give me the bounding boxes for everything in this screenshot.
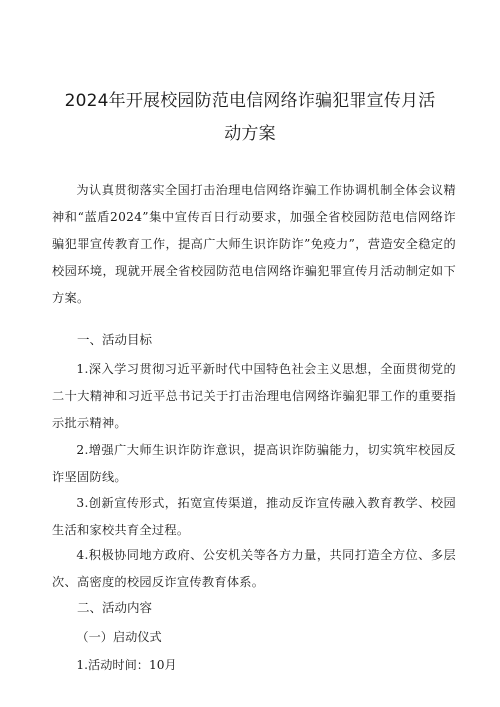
section-2-heading: 二、活动内容 [77, 600, 153, 615]
section-1-item-3: 3.创新宣传形式，拓宽宣传渠道，推动反诈宣传融入教育教学、校园生活和家校共育全过程。 [52, 496, 456, 537]
document-title-line-2: 动方案 [224, 124, 276, 144]
section-1-item-2: 2.增强广大师生识诈防诈意识，提高识诈防骗能力，切实筑牢校园反诈坚固防线。 [52, 443, 456, 484]
section-2-subheading: （一）启动仪式 [76, 630, 162, 644]
intro-paragraph: 为认真贯彻落实全国打击治理电信网络诈骗工作协调机制全体会议精神和“蓝盾2024”集中宣传百日行动要求，加强全省校园防范电信网络诈骗犯罪宣传教育工作，提高广大师生识诈防诈”免疫力”，营造安全稳定的校园环境，现就开展全省校园防范电信网络诈骗犯罪宣传月活动制定如下方案。 [52, 183, 456, 305]
section-1-item-4: 4.积极协同地方政府、公安机关等各方力量，共同打造全方位、多层次、高密度的校园反诈宣传教育体系。 [52, 548, 456, 589]
document-title-line-1: 2024年开展校园防范电信网络诈骗犯罪宣传月活 [64, 91, 436, 111]
section-2-item-1: 1.活动时间：10月 [76, 658, 177, 672]
section-1-heading: 一、活动目标 [77, 332, 153, 347]
section-1-item-1: 1.深入学习贯彻习近平新时代中国特色社会主义思想，全面贯彻党的二十大精神和习近平总书记关于打击治理电信网络诈骗犯罪工作的重要指示批示精神。 [52, 362, 456, 430]
